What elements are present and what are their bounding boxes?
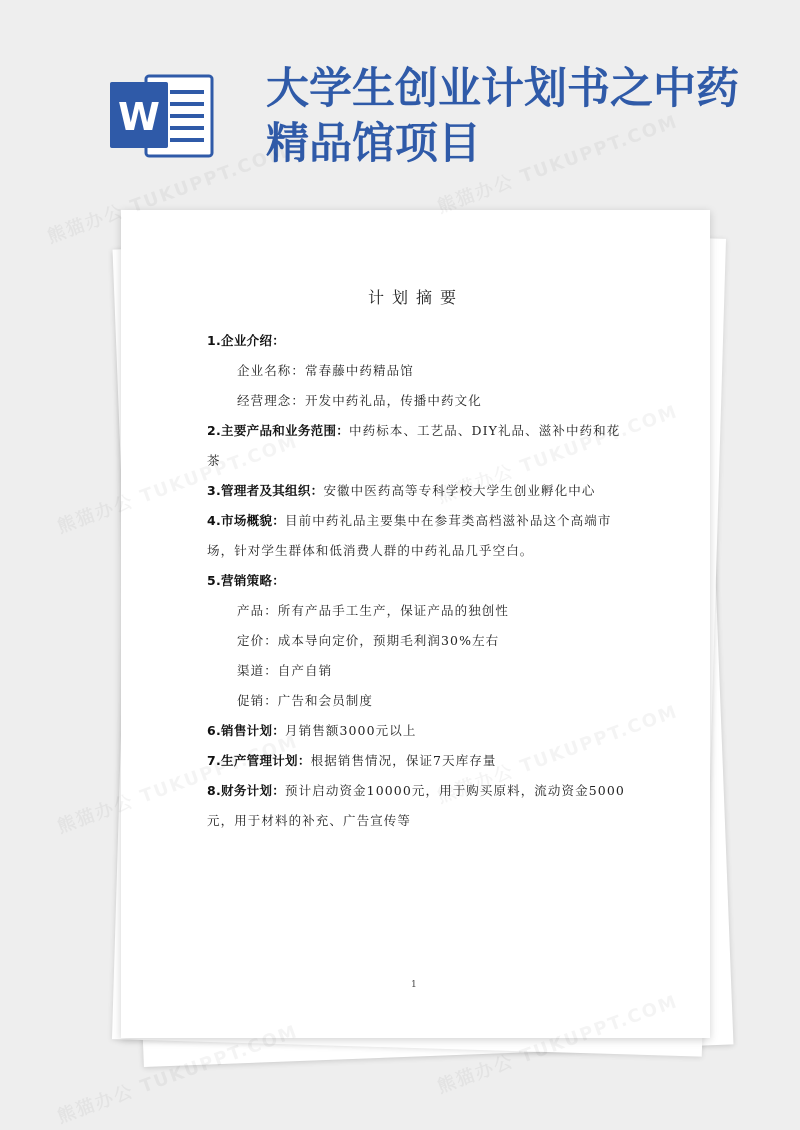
document-page bbox=[121, 210, 710, 1038]
section-8 bbox=[207, 776, 625, 836]
section-1 bbox=[207, 326, 625, 356]
section-heading: 4.市场概貌： bbox=[207, 513, 286, 528]
section-text: 预计启动资金10000元，用于购买原料，流动资金5000元，用于材料的补充、广告宣传等 bbox=[207, 783, 625, 828]
word-logo-icon bbox=[108, 72, 214, 160]
section-5-item-3: 渠道：自产自销 bbox=[237, 663, 333, 678]
section-5-item-4: 促销：广告和会员制度 bbox=[237, 693, 374, 708]
section-4 bbox=[207, 506, 625, 566]
section-text: 安徽中医药高等专科学校大学生创业孵化中心 bbox=[323, 483, 596, 498]
section-5 bbox=[207, 566, 625, 596]
section-heading: 8.财务计划： bbox=[207, 783, 286, 798]
section-1-item-1: 企业名称：常春藤中药精品馆 bbox=[237, 363, 414, 378]
section-heading: 5.营销策略： bbox=[207, 573, 286, 588]
section-5-item-2: 定价：成本导向定价，预期毛利润30%左右 bbox=[237, 633, 500, 648]
section-heading: 3.管理者及其组织： bbox=[207, 483, 324, 498]
document-title: 大学生创业计划书之中药精品馆项目 bbox=[266, 64, 739, 169]
section-1-item-2: 经营理念：开发中药礼品，传播中药文化 bbox=[237, 393, 482, 408]
section-text: 月销售额3000元以上 bbox=[285, 723, 417, 738]
logo-letter: W bbox=[118, 95, 160, 139]
page-number: 1 bbox=[411, 980, 417, 990]
summary-title: 计划摘要 bbox=[367, 288, 464, 307]
section-heading: 7.生产管理计划： bbox=[207, 753, 311, 768]
section-text: 目前中药礼品主要集中在参茸类高档滋补品这个高端市场，针对学生群体和低消费人群的中药礼品几乎空白。 bbox=[207, 513, 612, 558]
section-3 bbox=[207, 476, 625, 506]
section-heading: 2.主要产品和业务范围： bbox=[207, 423, 350, 438]
section-text: 中药标本、工艺品、DIY礼品、滋补中药和花茶 bbox=[207, 423, 621, 468]
section-5-item-1: 产品：所有产品手工生产，保证产品的独创性 bbox=[237, 603, 510, 618]
section-heading: 6.销售计划： bbox=[207, 723, 286, 738]
section-text: 根据销售情况，保证7天库存量 bbox=[310, 753, 497, 768]
section-heading: 1.企业介绍： bbox=[207, 333, 286, 348]
